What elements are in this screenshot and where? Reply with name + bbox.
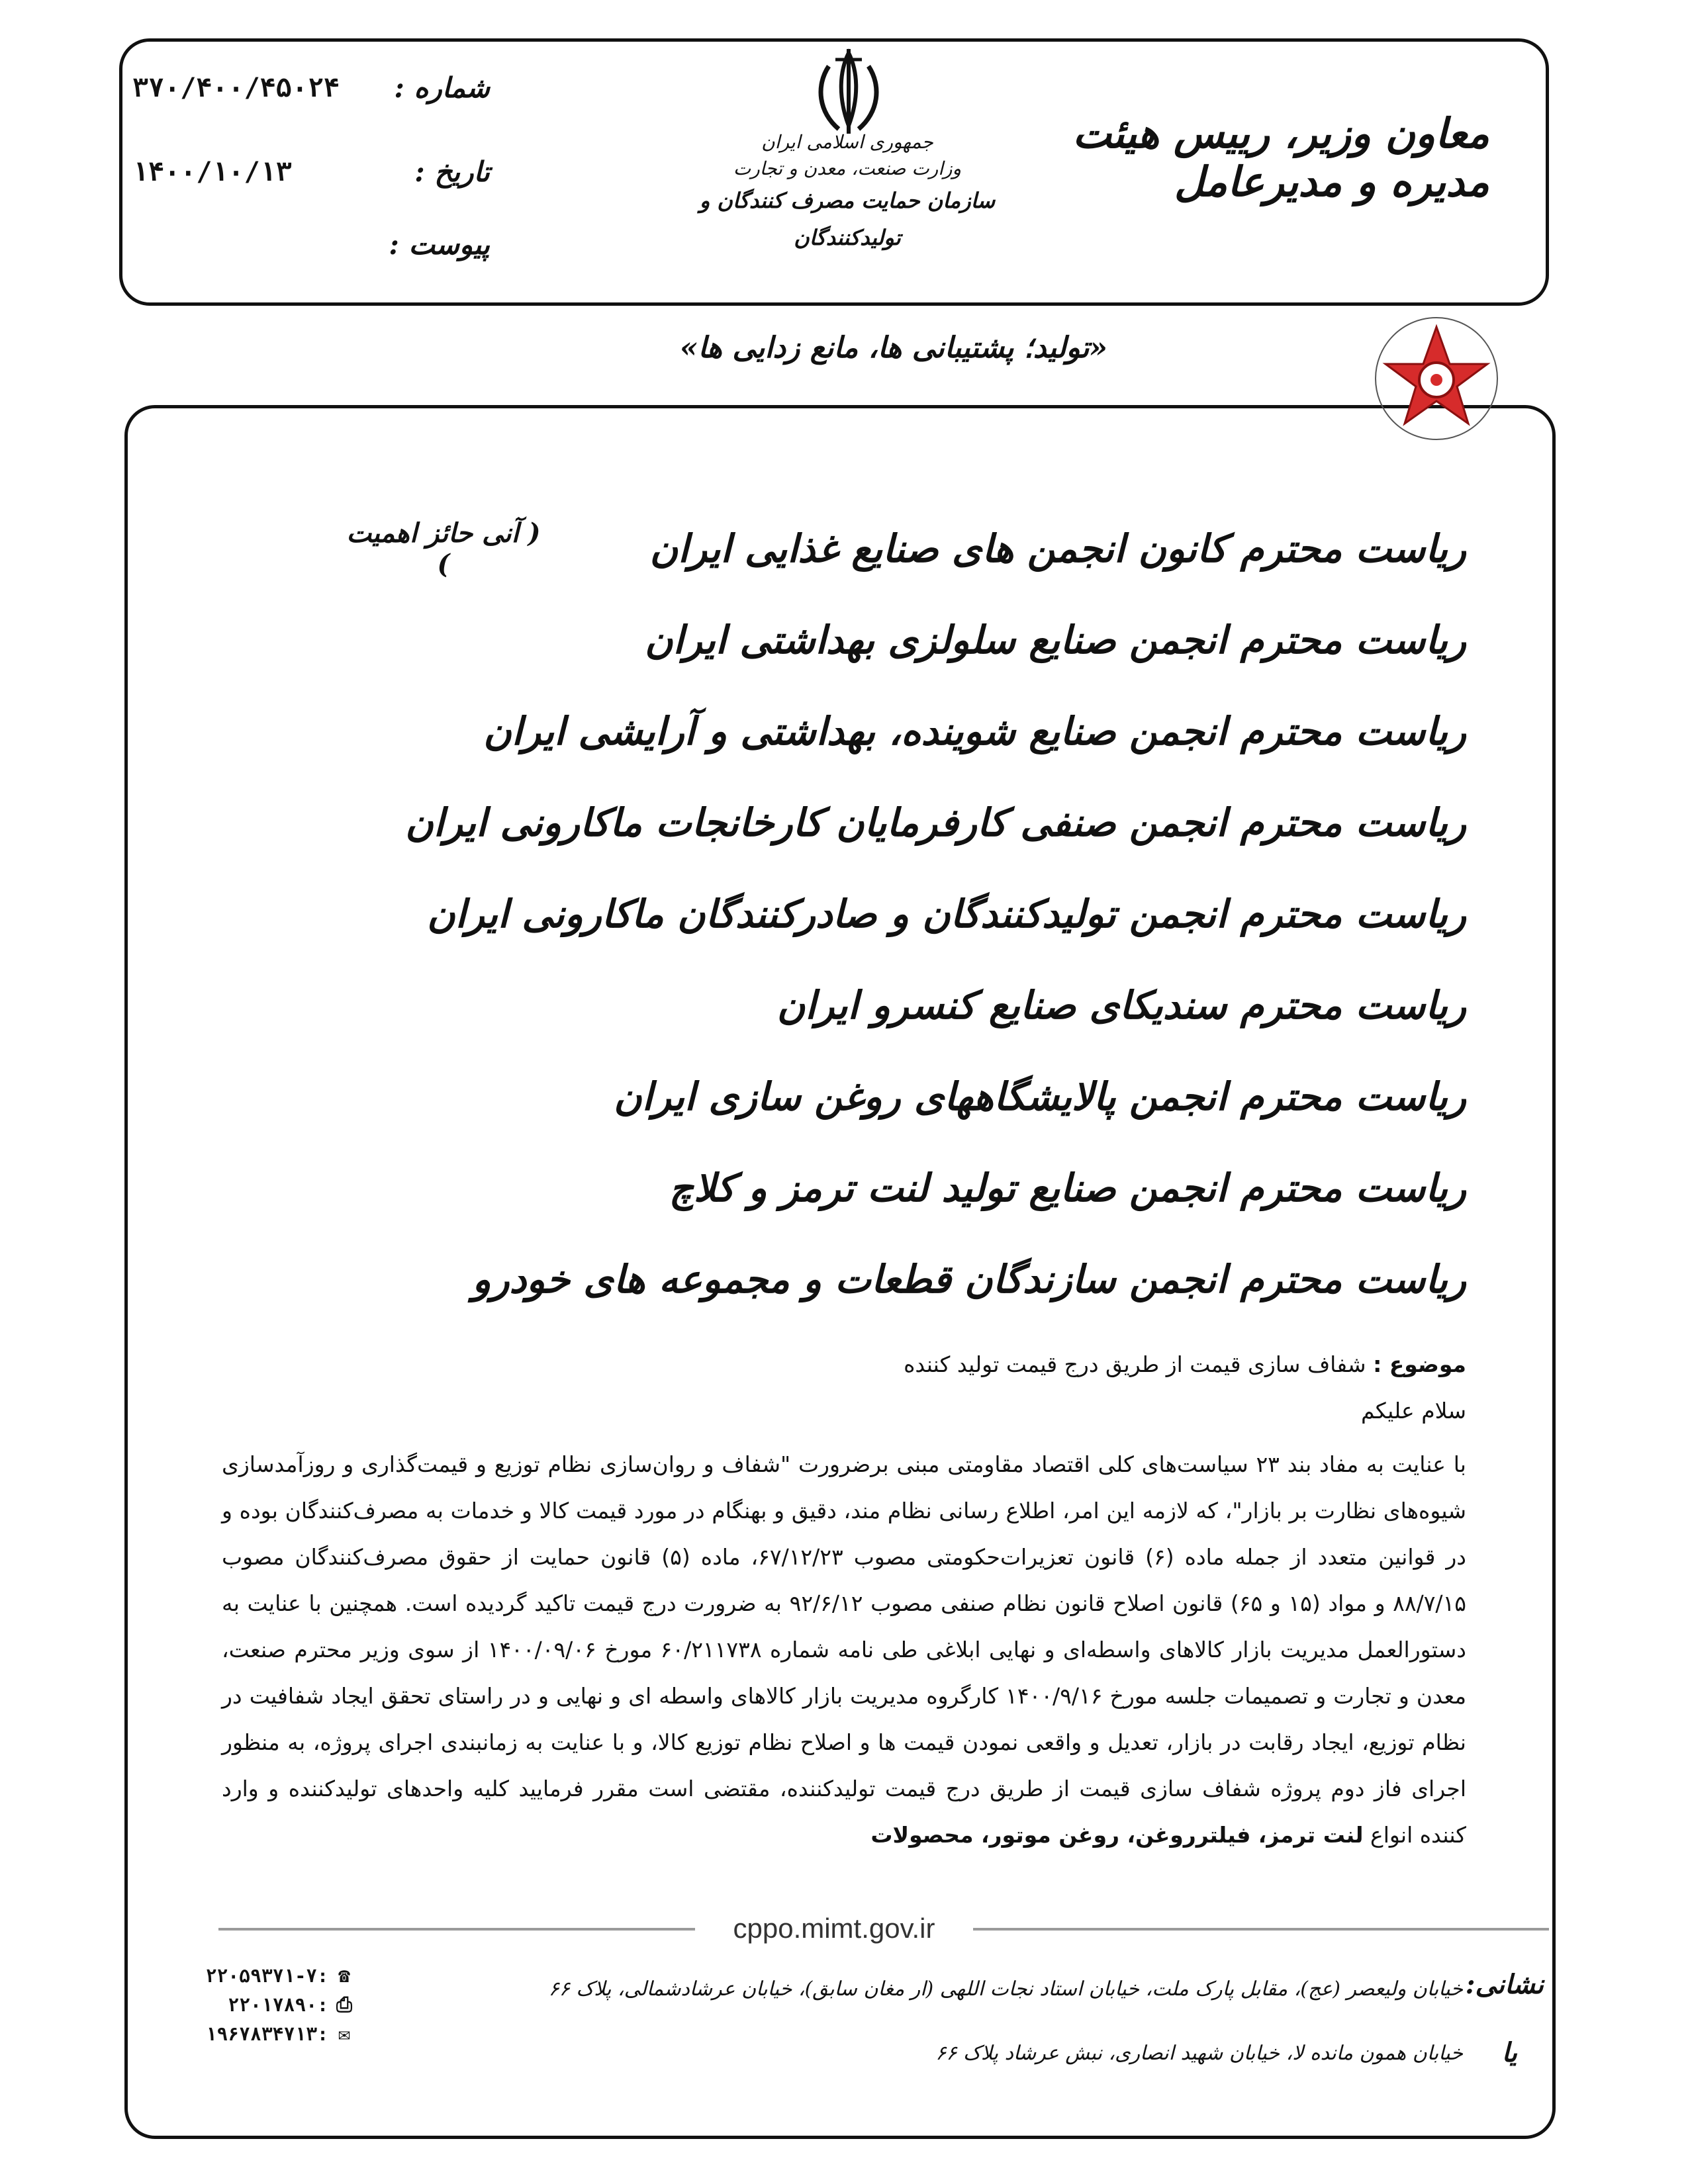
phone-number: ۲۲۰۵۹۳۷۱-۷: <box>205 1965 328 1987</box>
addressee-line: ریاست محترم انجمن صنایع تولید لنت ترمز و کلاچ <box>669 1165 1466 1210</box>
addressee-list <box>209 503 1466 1325</box>
letter-body <box>222 1441 1466 1858</box>
urgency-note: ( آنی حائز اهمیت ) <box>346 518 541 580</box>
postal-contact <box>159 2023 357 2046</box>
fax-icon: ⎙ <box>336 1993 352 2017</box>
number-label: شماره : <box>394 71 490 104</box>
government-lines <box>662 129 1033 256</box>
addressee-line: ریاست محترم انجمن تولیدکنندگان و صادرکنندگان ماکارونی ایران <box>427 891 1466 936</box>
addressee-line: ریاست محترم انجمن سازندگان قطعات و مجموعه های خودرو <box>472 1257 1466 1302</box>
attachment-label: پیوست : <box>389 228 490 261</box>
address-label: نشانی: <box>1465 1969 1544 2000</box>
subject-line <box>209 1349 1466 1381</box>
cppo-logo-icon <box>1360 299 1513 451</box>
org-title: معاون وزیر، رییس هیئت مدیره و مدیرعامل <box>1072 109 1489 206</box>
gov-line-country: جمهوری اسلامی ایران <box>761 131 933 153</box>
addressee-line: ریاست محترم انجمن صنایع سلولزی بهداشتی ایران <box>645 617 1466 662</box>
addressee-line: ریاست محترم کانون انجمن های صنایع غذایی ایران <box>649 526 1466 571</box>
mail-icon: ✉ <box>338 2023 351 2046</box>
gov-line-ministry: وزارت صنعت، معدن و تجارت <box>733 158 962 179</box>
address-line-2: خیابان همون مانده لا، خیابان شهید انصاری، نبش عرشاد پلاک ۶۶ <box>935 2042 1463 2065</box>
body-bold-products: لنت ترمز، فیلترروغن، روغن موتور، محصولات <box>870 1822 1364 1848</box>
address-or: یا <box>1501 2037 1517 2068</box>
phone-contact <box>159 1964 357 1987</box>
date-label: تاریخ : <box>414 156 490 188</box>
addressee-line: ریاست محترم انجمن صنایع شوینده، بهداشتی و آرایشی ایران <box>483 709 1466 754</box>
website-link[interactable]: cppo.mimt.gov.ir <box>733 1913 935 1944</box>
addressee-line: ریاست محترم انجمن صنفی کارفرمایان کارخانجات ماکارونی ایران <box>405 800 1466 845</box>
addressee-line: ریاست محترم سندیکای صنایع کنسرو ایران <box>776 983 1466 1028</box>
greeting: سلام علیکم <box>1360 1398 1466 1424</box>
number-value: ۳۷۰/۴۰۰/۴۵۰۲۴ <box>132 73 340 103</box>
addressee-line: ریاست محترم انجمن پالایشگاههای روغن سازی ایران <box>614 1074 1466 1119</box>
footer-rule-right <box>973 1928 1549 1931</box>
slogan: «تولید؛ پشتیبانی ها، مانع زدایی ها» <box>679 331 1108 365</box>
subject-label: موضوع : <box>1373 1351 1466 1377</box>
iran-emblem-icon <box>809 46 888 139</box>
address-line-1: خیابان ولیعصر (عج)، مقابل پارک ملت، خیابان استاد نجات اللهی (ار مغان سابق)، خیابان عرشادشمالی، پلاک ۶۶ <box>548 1978 1463 2001</box>
phone-icon: ☎ <box>338 1964 351 1987</box>
date-value: ۱۴۰۰/۱۰/۱۳ <box>132 157 292 187</box>
fax-contact <box>159 1993 357 2017</box>
gov-line-organization: سازمان حمایت مصرف کنندگان و تولیدکنندگان <box>699 188 996 250</box>
subject-text: شفاف سازی قیمت از طریق درج قیمت تولید کننده <box>904 1351 1366 1377</box>
footer-rule-left <box>218 1928 695 1931</box>
fax-number: ۲۲۰۱۷۸۹۰: <box>228 1994 328 2016</box>
postal-code: ۱۹۶۷۸۳۴۷۱۳: <box>205 2023 328 2045</box>
body-paragraph: با عنایت به مفاد بند ۲۳ سیاست‌های کلی اقتصاد مقاومتی مبنی برضرورت "شفاف و روان‌سازی نظام توزیع و قیمت‌گذاری و روزآمدسازی شیوه‌های نظارت بر بازار"، که لازمه این امر، اطلاع رسانی نظام مند، دقیق و بهنگام در مورد قیمت کالا و خدمات به مصرف‌کنندگان بوده و در قوانین متعدد از جمله ماده (۶) قانون تعزیرات‌حکومتی مصوب ۶۷/۱۲/۲۳، ماده (۵) قانون حمایت از حقوق مصرف‌کنندگان مصوب ۸۸/۷/۱۵ و مواد (۱۵ و ۶۵) قانون اصلاح قانون نظام صنفی مصوب ۹۲/۶/۱۲ به ضرورت درج قیمت تاکید گردیده است. همچنین با عنایت به دستورالعمل مدیریت بازار کالاهای واسطه‌ای و نهایی ابلاغی طی نامه شماره ۶۰/۲۱۱۷۳۸ مورخ ۱۴۰۰/۰۹/۰۶ از سوی وزیر محترم صنعت، معدن و تجارت و تصمیمات جلسه مورخ ۱۴۰۰/۹/۱۶ کارگروه مدیریت بازار کالاهای واسطه ای و نهایی و در راستای تحقق ایجاد شفافیت در نظام توزیع، ایجاد رقابت در بازار، تعدیل و واقعی نمودن قیمت ها و اصلاح نظام توزیع کالا، و با عنایت به زمانبندی اجرای پروژه، به منظور اجرای فاز دوم پروژه شفاف سازی قیمت از طریق درج قیمت تولیدکننده، مقتضی است مقرر فرمایید کلیه واحدهای تولیدکننده و وارد کننده انواع <box>222 1451 1467 1848</box>
